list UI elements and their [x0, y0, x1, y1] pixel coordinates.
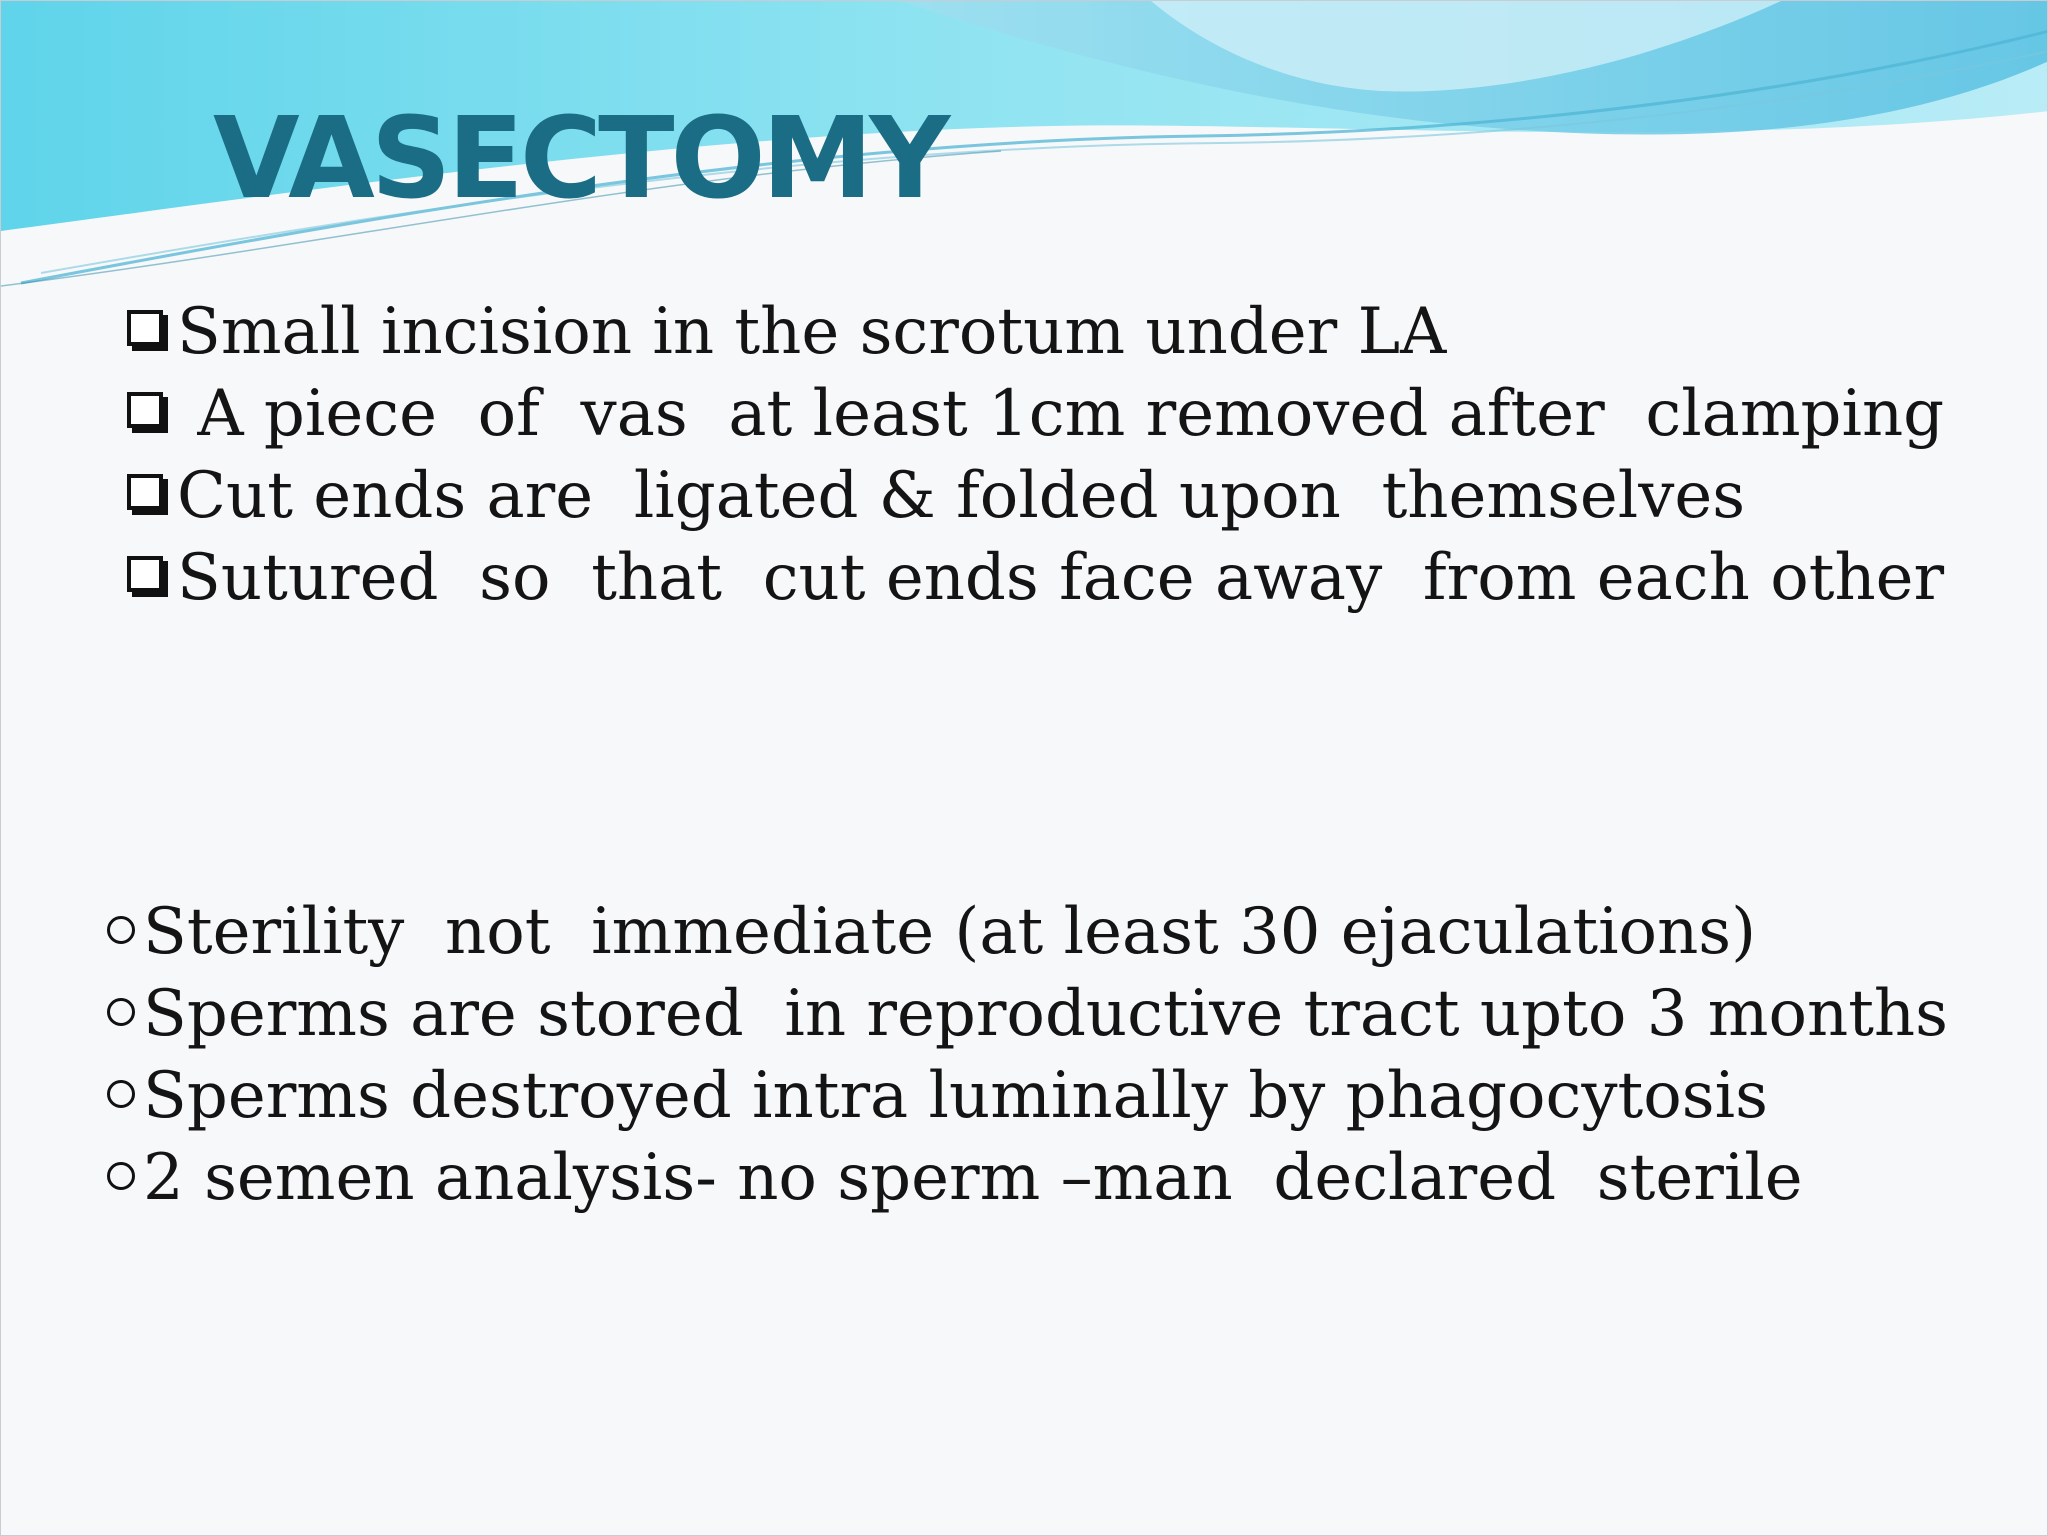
procedure-item-text: Cut ends are ligated & folded upon themselves — [177, 459, 1746, 533]
procedure-item-text: A piece of vas at least 1cm removed after clamping — [177, 377, 1945, 451]
note-item-text: 2 semen analysis- no sperm –man declared sterile — [143, 1141, 1803, 1215]
procedure-list — [127, 291, 1944, 619]
square-box-icon — [127, 474, 163, 510]
note-item — [107, 891, 1948, 973]
procedure-item — [127, 373, 1944, 455]
square-box-icon — [127, 556, 163, 592]
procedure-item — [127, 537, 1944, 619]
note-item — [107, 1137, 1948, 1219]
note-item-text: Sperms destroyed intra luminally by phagocytosis — [143, 1059, 1768, 1133]
notes-list — [107, 891, 1948, 1219]
procedure-item-text: Sutured so that cut ends face away from each other — [177, 541, 1945, 615]
circle-icon — [107, 916, 135, 944]
note-item-text: Sterility not immediate (at least 30 ejaculations) — [143, 895, 1757, 969]
note-item — [107, 973, 1948, 1055]
note-item — [107, 1055, 1948, 1137]
procedure-item-text: Small incision in the scrotum under LA — [177, 295, 1447, 369]
procedure-item — [127, 291, 1944, 373]
slide-title: VASECTOMY — [213, 94, 947, 224]
circle-icon — [107, 1162, 135, 1190]
note-item-text: Sperms are stored in reproductive tract upto 3 months — [143, 977, 1948, 1051]
square-box-icon — [127, 392, 163, 428]
square-box-icon — [127, 310, 163, 346]
procedure-item — [127, 455, 1944, 537]
circle-icon — [107, 1080, 135, 1108]
circle-icon — [107, 998, 135, 1026]
